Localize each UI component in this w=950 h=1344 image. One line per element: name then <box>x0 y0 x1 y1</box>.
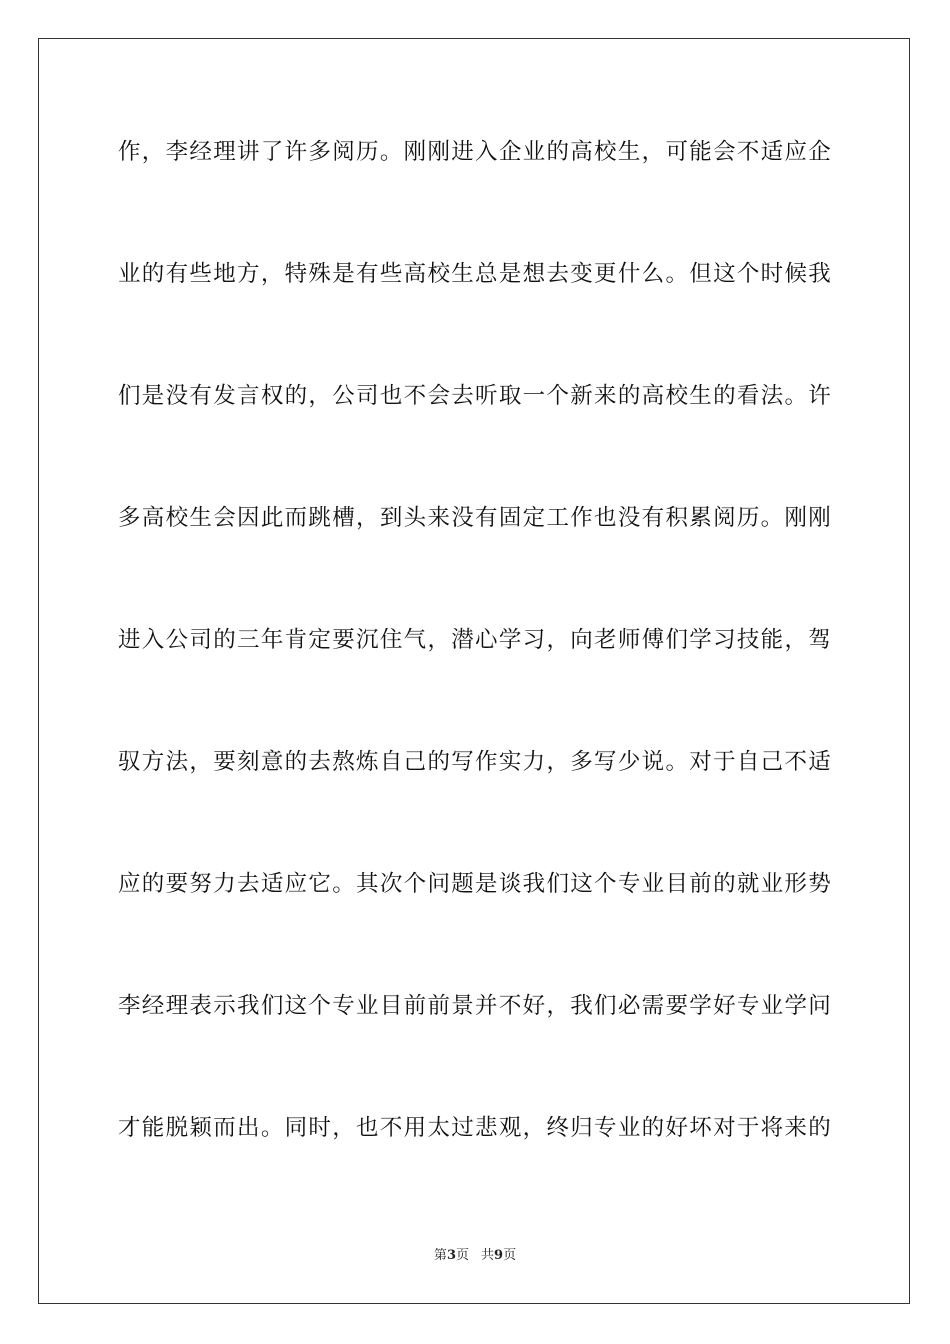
footer-total-suffix: 页 <box>503 1248 517 1263</box>
body-line-2: 业的有些地方，特殊是有些高校生总是想去变更什么。但这个时候我 <box>118 261 832 287</box>
footer-total-prefix: 共 <box>481 1248 495 1263</box>
body-line-4: 多高校生会因此而跳槽，到头来没有固定工作也没有积累阅历。刚刚 <box>118 505 832 531</box>
footer-page-prefix: 第 <box>433 1248 447 1263</box>
body-line-7: 应的要努力去适应它。其次个问题是谈我们这个专业目前的就业形势 <box>118 871 832 897</box>
page-footer <box>0 1247 950 1265</box>
body-line-3: 们是没有发言权的，公司也不会去听取一个新来的高校生的看法。许 <box>118 383 832 409</box>
footer-page-number: 3 <box>446 1248 456 1263</box>
body-line-9: 才能脱颖而出。同时，也不用太过悲观，终归专业的好坏对于将来的 <box>118 1115 832 1141</box>
body-line-5: 进入公司的三年肯定要沉住气，潜心学习，向老师傅们学习技能，驾 <box>118 627 832 653</box>
footer-page-suffix: 页 <box>455 1248 469 1263</box>
body-line-1: 作，李经理讲了许多阅历。刚刚进入企业的高校生，可能会不适应企 <box>118 139 832 165</box>
body-line-6: 驭方法，要刻意的去熬炼自己的写作实力，多写少说。对于自己不适 <box>118 749 832 775</box>
body-line-8: 李经理表示我们这个专业目前前景并不好，我们必需要学好专业学问 <box>118 993 832 1019</box>
footer-total-pages: 9 <box>494 1248 504 1263</box>
